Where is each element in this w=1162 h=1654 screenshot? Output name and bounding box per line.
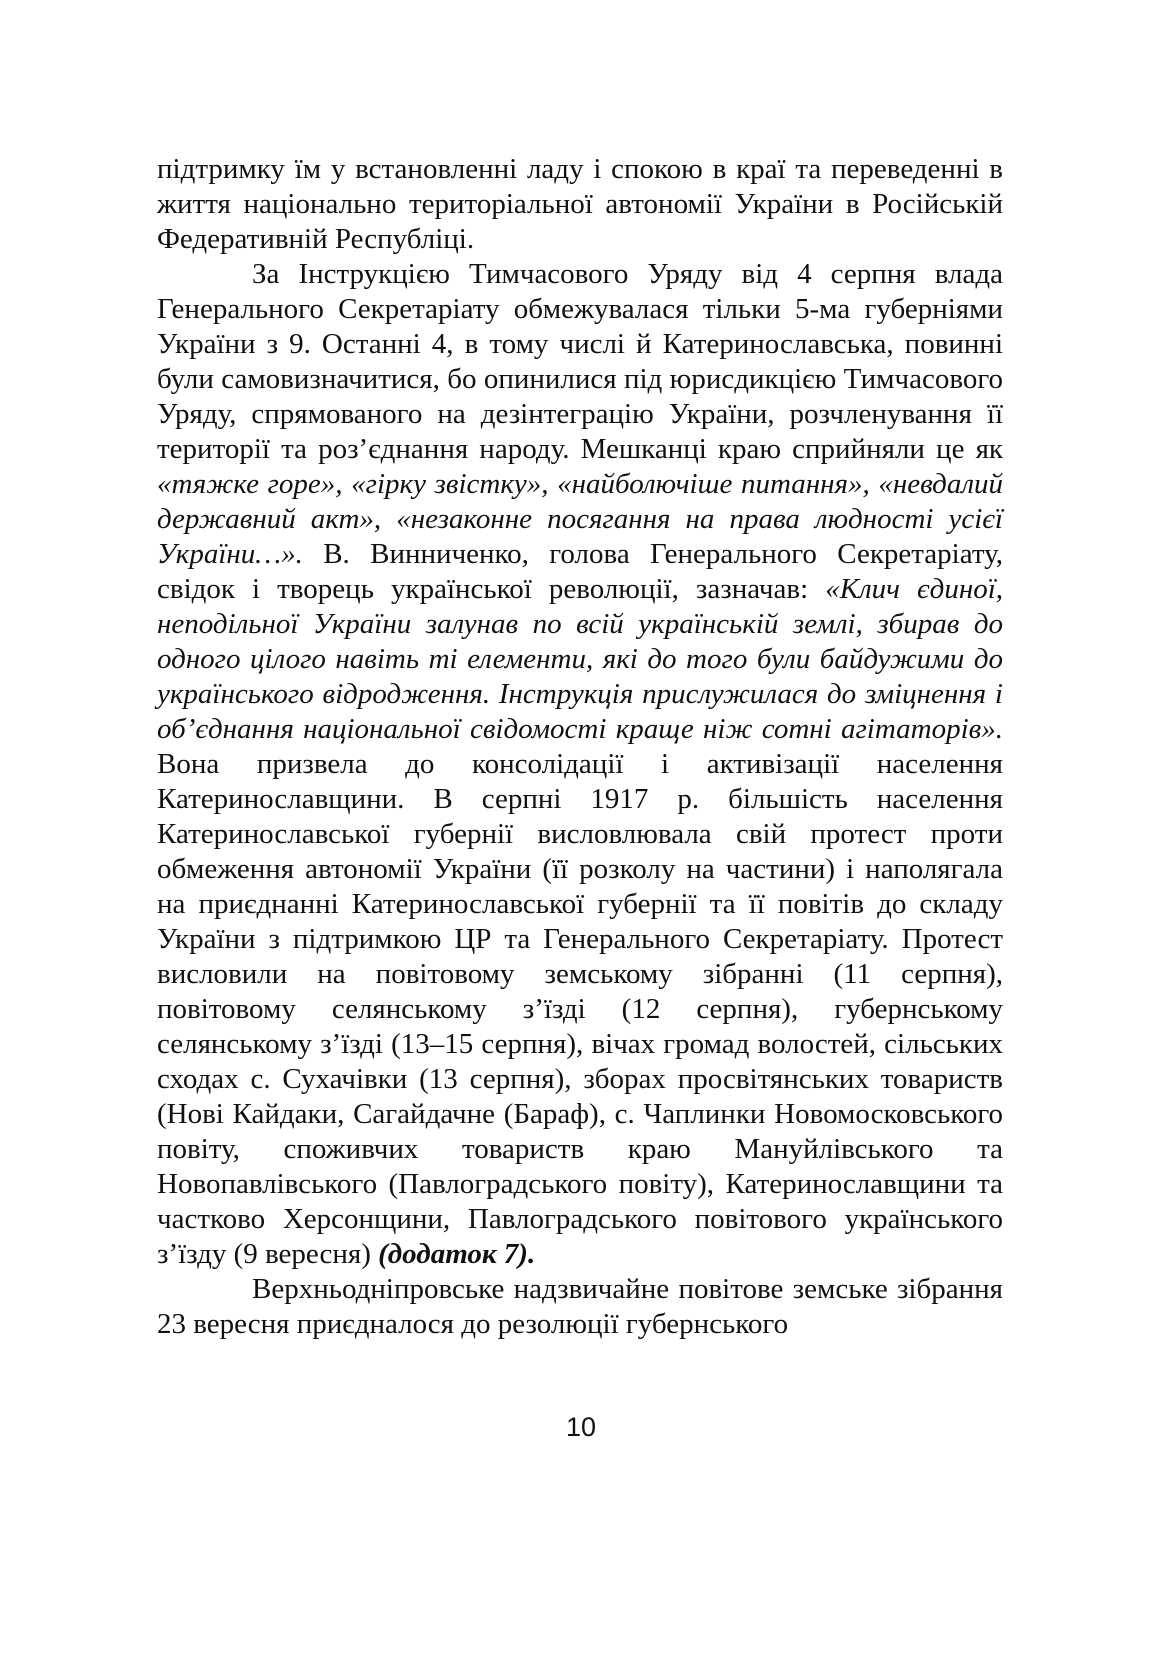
body-text [157,152,1003,1342]
paragraph-1 [157,152,1003,257]
quote-public-reaction: «тяжке горе», «гірку звістку», «найболючіше питання», «невдалий державний акт», «незаконне посягання на права людності усієї України…». [157,468,1003,570]
paragraph-1-text: підтримку їм у встановленні ладу і спокою в краї та переведенні в життя національно територіальної автономії України в Російській Федеративній Республіці. [157,153,1003,255]
appendix-reference: (додаток 7). [378,1238,536,1270]
paragraph-2-text-2: В. Винниченко, голова Генерального Секретаріату, свідок і творець української революції, зазначав: [157,538,1003,605]
paragraph-2-text-3: Вона призвела до консолідації і активізації населення Катеринославщини. В серпні 1917 р. більшість населення Катеринославської губернії висловлювала свій протест проти обмеження автономії України (її розколу на частини) і наполягала на приєднанні Катеринославської губернії та її повітів до складу України з підтримкою ЦР та Генерального Секретаріату. Протест висловили на повітовому земському зібранні (11 серпня), повітовому селянському з’їзді (12 серпня), губернському селянському з’їзді (13–15 серпня), вічах громад волостей, сільських сходах с. Сухачівки (13 серпня), зборах просвітянських товариств (Нові Кайдаки, Сагайдачне (Бараф), с. Чаплинки Новомосковського повіту, споживчих товариств краю Мануйлівського та Новопавлівського (Павлоградського повіту), Катеринославщини та частково Херсонщини, Павлоградського повітового українського з’їзду (9 вересня) [157,748,1003,1270]
paragraph-2-text-1: За Інструкцією Тимчасового Уряду від 4 серпня влада Генерального Секретаріату обмежувалася тільки 5-ма губерніями України з 9. Останні 4, в тому числі й Катеринославська, повинні були самовизначитися, бо опинилися під юрисдикцією Тимчасового Уряду, спрямованого на дезінтеграцію України, розчленування її території та роз’єднання народу. Мешканці краю сприйняли це як [157,258,1003,465]
paragraph-2 [157,257,1003,1272]
quote-vynnychenko: «Клич єдиної, неподільної України залунав по всій українській землі, збирав до одного цілого навіть ті елементи, які до того були байдужими до українського відродження. Інструкція прислужилася до зміцнення і об’єднання національної свідомості краще ніж сотні агітаторів». [157,573,1004,745]
paragraph-3-text: Верхньодніпровське надзвичайне повітове земське зібрання 23 вересня приєдналося до резолюції губернського [157,1273,1003,1340]
page-number: 10 [565,1412,597,1442]
paragraph-3 [157,1272,1003,1342]
